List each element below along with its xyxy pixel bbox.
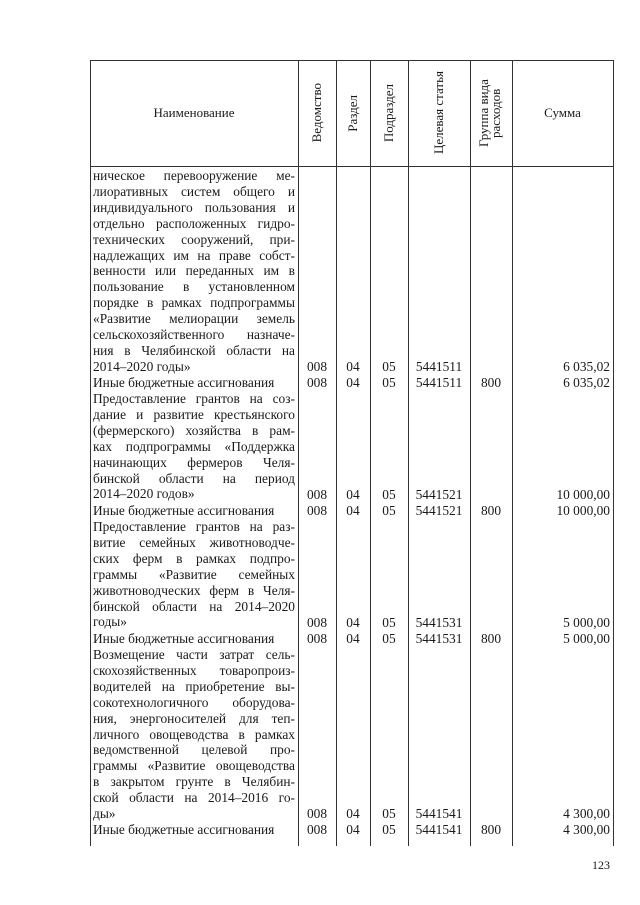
header-razdel (336, 61, 370, 165)
column-divider (298, 60, 299, 846)
item-name-line: порядке в рамках подпрограммы (93, 295, 295, 311)
header-divider (90, 166, 614, 167)
item-name-line: ведомственной целевой про- (93, 742, 295, 758)
item-name-line: бинской области на период (93, 470, 295, 486)
table-row (90, 615, 614, 631)
cell-celevaya: 5441531 (415, 615, 463, 630)
cell-celevaya: 5441511 (415, 375, 463, 390)
item-name-line: личного овощеводства в рамках (93, 726, 295, 742)
table-border-right (613, 60, 614, 846)
cell-razdel: 04 (346, 806, 360, 821)
item-name-line: дание и развитие крестьянского (93, 406, 295, 422)
cell-podrazdel: 05 (382, 822, 396, 837)
item-name-line: ды» (93, 806, 116, 822)
cell-summa: 6 035,02 (563, 375, 610, 390)
cell-vedomstvo: 008 (306, 503, 328, 518)
cell-vedomstvo: 008 (306, 822, 328, 837)
item-name-line: животноводческих ферм в Челя- (93, 582, 295, 598)
cell-razdel: 04 (346, 375, 360, 390)
cell-summa: 4 300,00 (563, 806, 610, 821)
cell-gruppa: 800 (480, 631, 502, 646)
cell-summa: 5 000,00 (563, 615, 610, 630)
item-name-line: граммы «Развитие семейных (93, 566, 295, 582)
item-name-line: граммы «Развитие овощеводства (93, 758, 295, 774)
item-name-line: индивидуального пользования и (93, 199, 295, 215)
item-name-line: пользование в установленном (93, 279, 295, 295)
cell-vedomstvo: 008 (306, 615, 328, 630)
cell-celevaya: 5441531 (415, 631, 463, 646)
table-row (90, 822, 614, 838)
table-row (90, 806, 614, 822)
cell-podrazdel: 05 (382, 503, 396, 518)
cell-razdel: 04 (346, 631, 360, 646)
cell-celevaya: 5441521 (415, 487, 463, 502)
cell-summa: 10 000,00 (556, 487, 610, 502)
item-name-line: водителей на приобретение вы- (93, 678, 295, 694)
item-name-line: 2014–2020 годы» (93, 358, 191, 374)
item-name-line: Предоставление грантов на соз- (93, 391, 295, 406)
cell-vedomstvo: 008 (306, 806, 328, 821)
table-row (90, 503, 614, 519)
cell-vedomstvo: 008 (306, 375, 328, 390)
item-name (93, 391, 295, 502)
header-vedomstvo (298, 61, 336, 165)
header-gruppa-label: Группа вида расходов (476, 79, 503, 147)
item-name-line: 2014–2020 годов» (93, 486, 195, 502)
item-name-line: Иные бюджетные ассигнования (93, 631, 275, 646)
table-row (90, 487, 614, 503)
item-name-line: сокотехнологичного оборудова- (93, 694, 295, 710)
cell-vedomstvo: 008 (306, 359, 328, 374)
cell-podrazdel: 05 (382, 375, 396, 390)
header-gruppa (470, 61, 512, 165)
cell-gruppa: 800 (480, 822, 502, 837)
item-name-line: начинающих фермеров Челя- (93, 454, 295, 470)
cell-vedomstvo: 008 (306, 487, 328, 502)
cell-celevaya: 5441511 (415, 359, 463, 374)
item-name-line: Предоставление грантов на раз- (93, 519, 295, 534)
header-razdel-label: Раздел (345, 94, 360, 132)
header-podrazdel-label: Подраздел (381, 83, 396, 143)
header-name-label: Наименование (153, 105, 235, 120)
item-name-line: «Развитие мелиорации земель (93, 311, 295, 327)
item-name-line: скохозяйственных товаропроиз- (93, 662, 295, 678)
item-name-line: надлежащих им на праве собст- (93, 247, 295, 263)
cell-celevaya: 5441521 (415, 503, 463, 518)
item-name-line: венности или переданных им в (93, 263, 295, 279)
item-name-line: ках подпрограммы «Поддержка (93, 438, 295, 454)
cell-gruppa: 800 (480, 503, 502, 518)
column-divider (512, 60, 513, 846)
item-name-line: витие семейных животноводче- (93, 534, 295, 550)
item-name-line: отдельно расположенных гидро- (93, 215, 295, 231)
item-name-line: Возмещение части затрат сель- (93, 647, 295, 662)
table-row (90, 631, 614, 647)
table-border-left (90, 60, 91, 846)
header-summa (512, 61, 613, 165)
column-divider (408, 60, 409, 846)
item-name-line: технических сооружений, при- (93, 231, 295, 247)
cell-razdel: 04 (346, 487, 360, 502)
item-name-line: Иные бюджетные ассигнования (93, 375, 275, 390)
cell-podrazdel: 05 (382, 359, 396, 374)
item-name (93, 647, 295, 822)
item-name (93, 519, 295, 630)
item-name-line: ническое перевооружение ме- (93, 168, 295, 183)
cell-podrazdel: 05 (382, 631, 396, 646)
column-divider (370, 60, 371, 846)
item-name-line: бинской области на 2014–2020 (93, 598, 295, 614)
header-name (90, 61, 298, 165)
cell-summa: 4 300,00 (563, 822, 610, 837)
item-name-line: Иные бюджетные ассигнования (93, 503, 275, 518)
cell-summa: 10 000,00 (556, 503, 610, 518)
cell-summa: 6 035,02 (563, 359, 610, 374)
header-summa-label: Сумма (544, 105, 581, 120)
cell-razdel: 04 (346, 503, 360, 518)
table-row (90, 375, 614, 391)
cell-podrazdel: 05 (382, 615, 396, 630)
item-name-line: ских ферм в рамках подпро- (93, 550, 295, 566)
cell-summa: 5 000,00 (563, 631, 610, 646)
item-name-line: сельскохозяйственного назначе- (93, 327, 295, 343)
column-divider (470, 60, 471, 846)
column-divider (336, 60, 337, 846)
cell-vedomstvo: 008 (306, 631, 328, 646)
item-name-line: ния в Челябинской области на (93, 342, 295, 358)
item-name-line: Иные бюджетные ассигнования (93, 822, 275, 837)
item-name-line: ской области на 2014–2016 го- (93, 790, 295, 806)
item-name (93, 168, 295, 375)
cell-celevaya: 5441541 (415, 806, 463, 821)
header-podrazdel (370, 61, 408, 165)
item-name-line: ния, энергоносителей для теп- (93, 710, 295, 726)
cell-razdel: 04 (346, 615, 360, 630)
cell-gruppa: 800 (480, 375, 502, 390)
header-vedomstvo-label: Ведомство (309, 83, 324, 143)
cell-podrazdel: 05 (382, 806, 396, 821)
cell-razdel: 04 (346, 359, 360, 374)
page-number: 123 (592, 858, 610, 872)
item-name-line: годы» (93, 614, 127, 630)
item-name-line: (фермерского) хозяйства в рам- (93, 422, 295, 438)
header-celevaya-label: Целевая статья (431, 71, 446, 155)
table-row (90, 359, 614, 375)
item-name-line: лиоративных систем общего и (93, 183, 295, 199)
item-name-line: в закрытом грунте в Челябин- (93, 774, 295, 790)
cell-razdel: 04 (346, 822, 360, 837)
budget-table (90, 60, 614, 846)
cell-podrazdel: 05 (382, 487, 396, 502)
header-celevaya (408, 61, 470, 165)
cell-celevaya: 5441541 (415, 822, 463, 837)
